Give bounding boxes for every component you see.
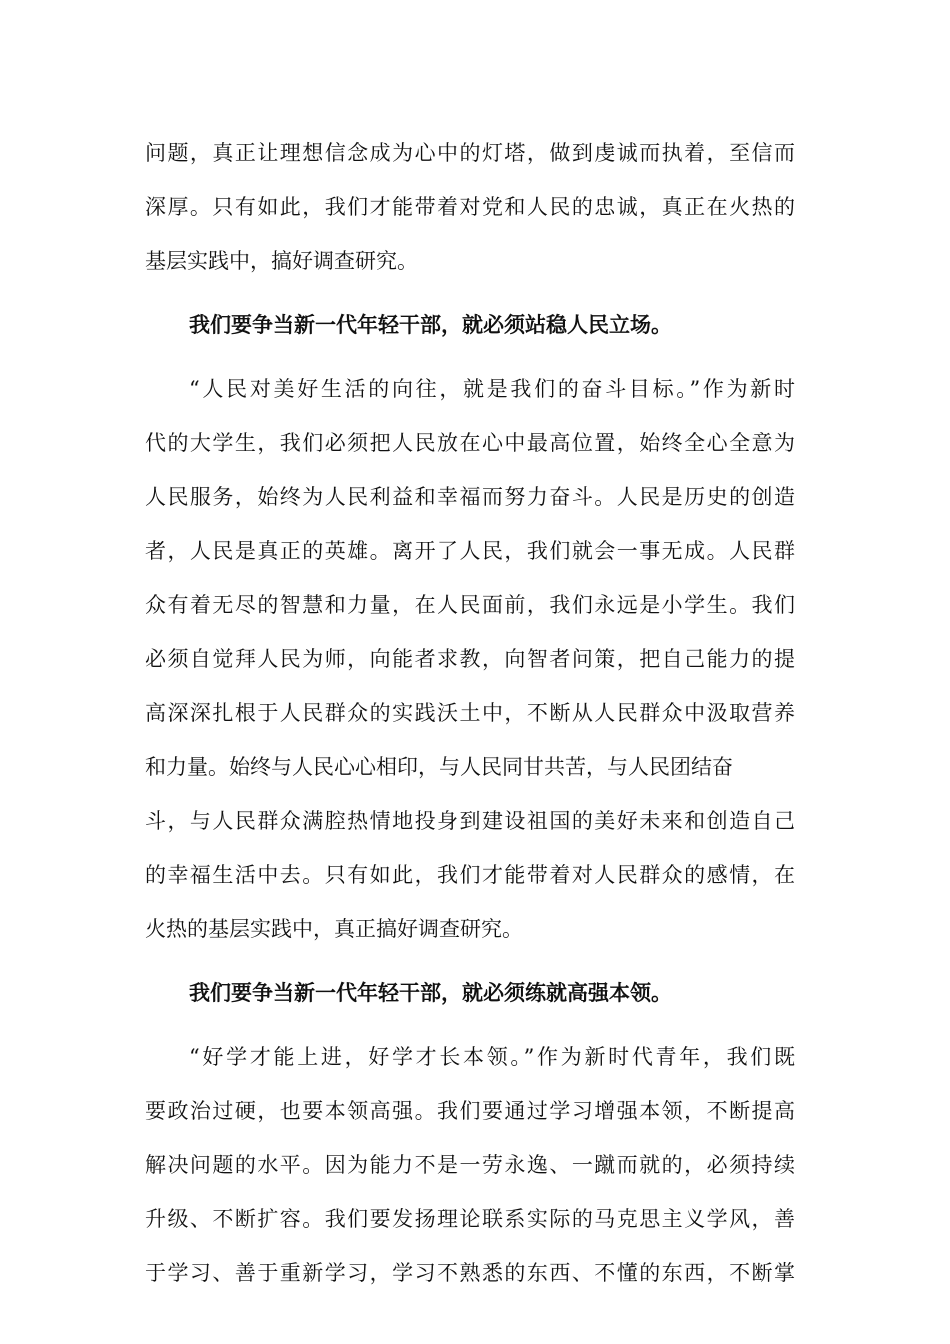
text-line: 问题，真正让理想信念成为心中的灯塔，做到虔诚而执着，至信而 [145,141,795,165]
text-line: 火热的基层实践中，真正搞好调查研究。 [145,917,523,941]
text-line: 的幸福生活中去。只有如此，我们才能带着对人民群众的感情，在 [145,863,795,887]
document-page [145,126,795,1300]
text-line: 深厚。只有如此，我们才能带着对党和人民的忠诚，真正在火热的 [145,195,795,219]
text-line: 解决问题的水平。因为能力不是一劳永逸、一蹴而就的，必须持续 [145,1153,795,1177]
text-line: “人民对美好生活的向往，就是我们的奋斗目标。”作为新时 [189,377,795,401]
body-paragraph [145,362,795,956]
heading-line: 我们要争当新一代年轻干部，就必须站稳人民立场。 [189,312,672,337]
text-line: 必须自觉拜人民为师，向能者求教，向智者问策，把自己能力的提 [145,647,795,671]
body-paragraph [145,1030,795,1300]
text-line: 人民服务，始终为人民利益和幸福而努力奋斗。人民是历史的创造 [145,485,795,509]
text-line: 要政治过硬，也要本领高强。我们要通过学习增强本领，不断提高 [145,1099,795,1123]
text-line: 升级、不断扩容。我们要发扬理论联系实际的马克思主义学风，善 [145,1207,795,1231]
body-paragraph [145,126,795,288]
text-line: 众有着无尽的智慧和力量，在人民面前，我们永远是小学生。我们 [145,593,795,617]
text-line: 者，人民是真正的英雄。离开了人民，我们就会一事无成。人民群 [145,539,795,563]
text-line: 斗，与人民群众满腔热情地投身到建设祖国的美好未来和创造自己 [145,809,795,833]
section-heading [145,298,795,352]
text-line: 高深深扎根于人民群众的实践沃土中，不断从人民群众中汲取营养 [145,701,795,725]
heading-line: 我们要争当新一代年轻干部，就必须练就高强本领。 [189,980,672,1005]
text-line: 于学习、善于重新学习，学习不熟悉的东西、不懂的东西，不断掌 [145,1261,795,1285]
section-heading [145,966,795,1020]
text-line: 基层实践中，搞好调查研究。 [145,249,418,273]
text-line: 和力量。始终与人民心心相印，与人民同甘共苦，与人民团结奋 [145,755,733,779]
text-line: “好学才能上进，好学才长本领。”作为新时代青年，我们既 [189,1045,795,1069]
text-line: 代的大学生，我们必须把人民放在心中最高位置，始终全心全意为 [145,431,795,455]
